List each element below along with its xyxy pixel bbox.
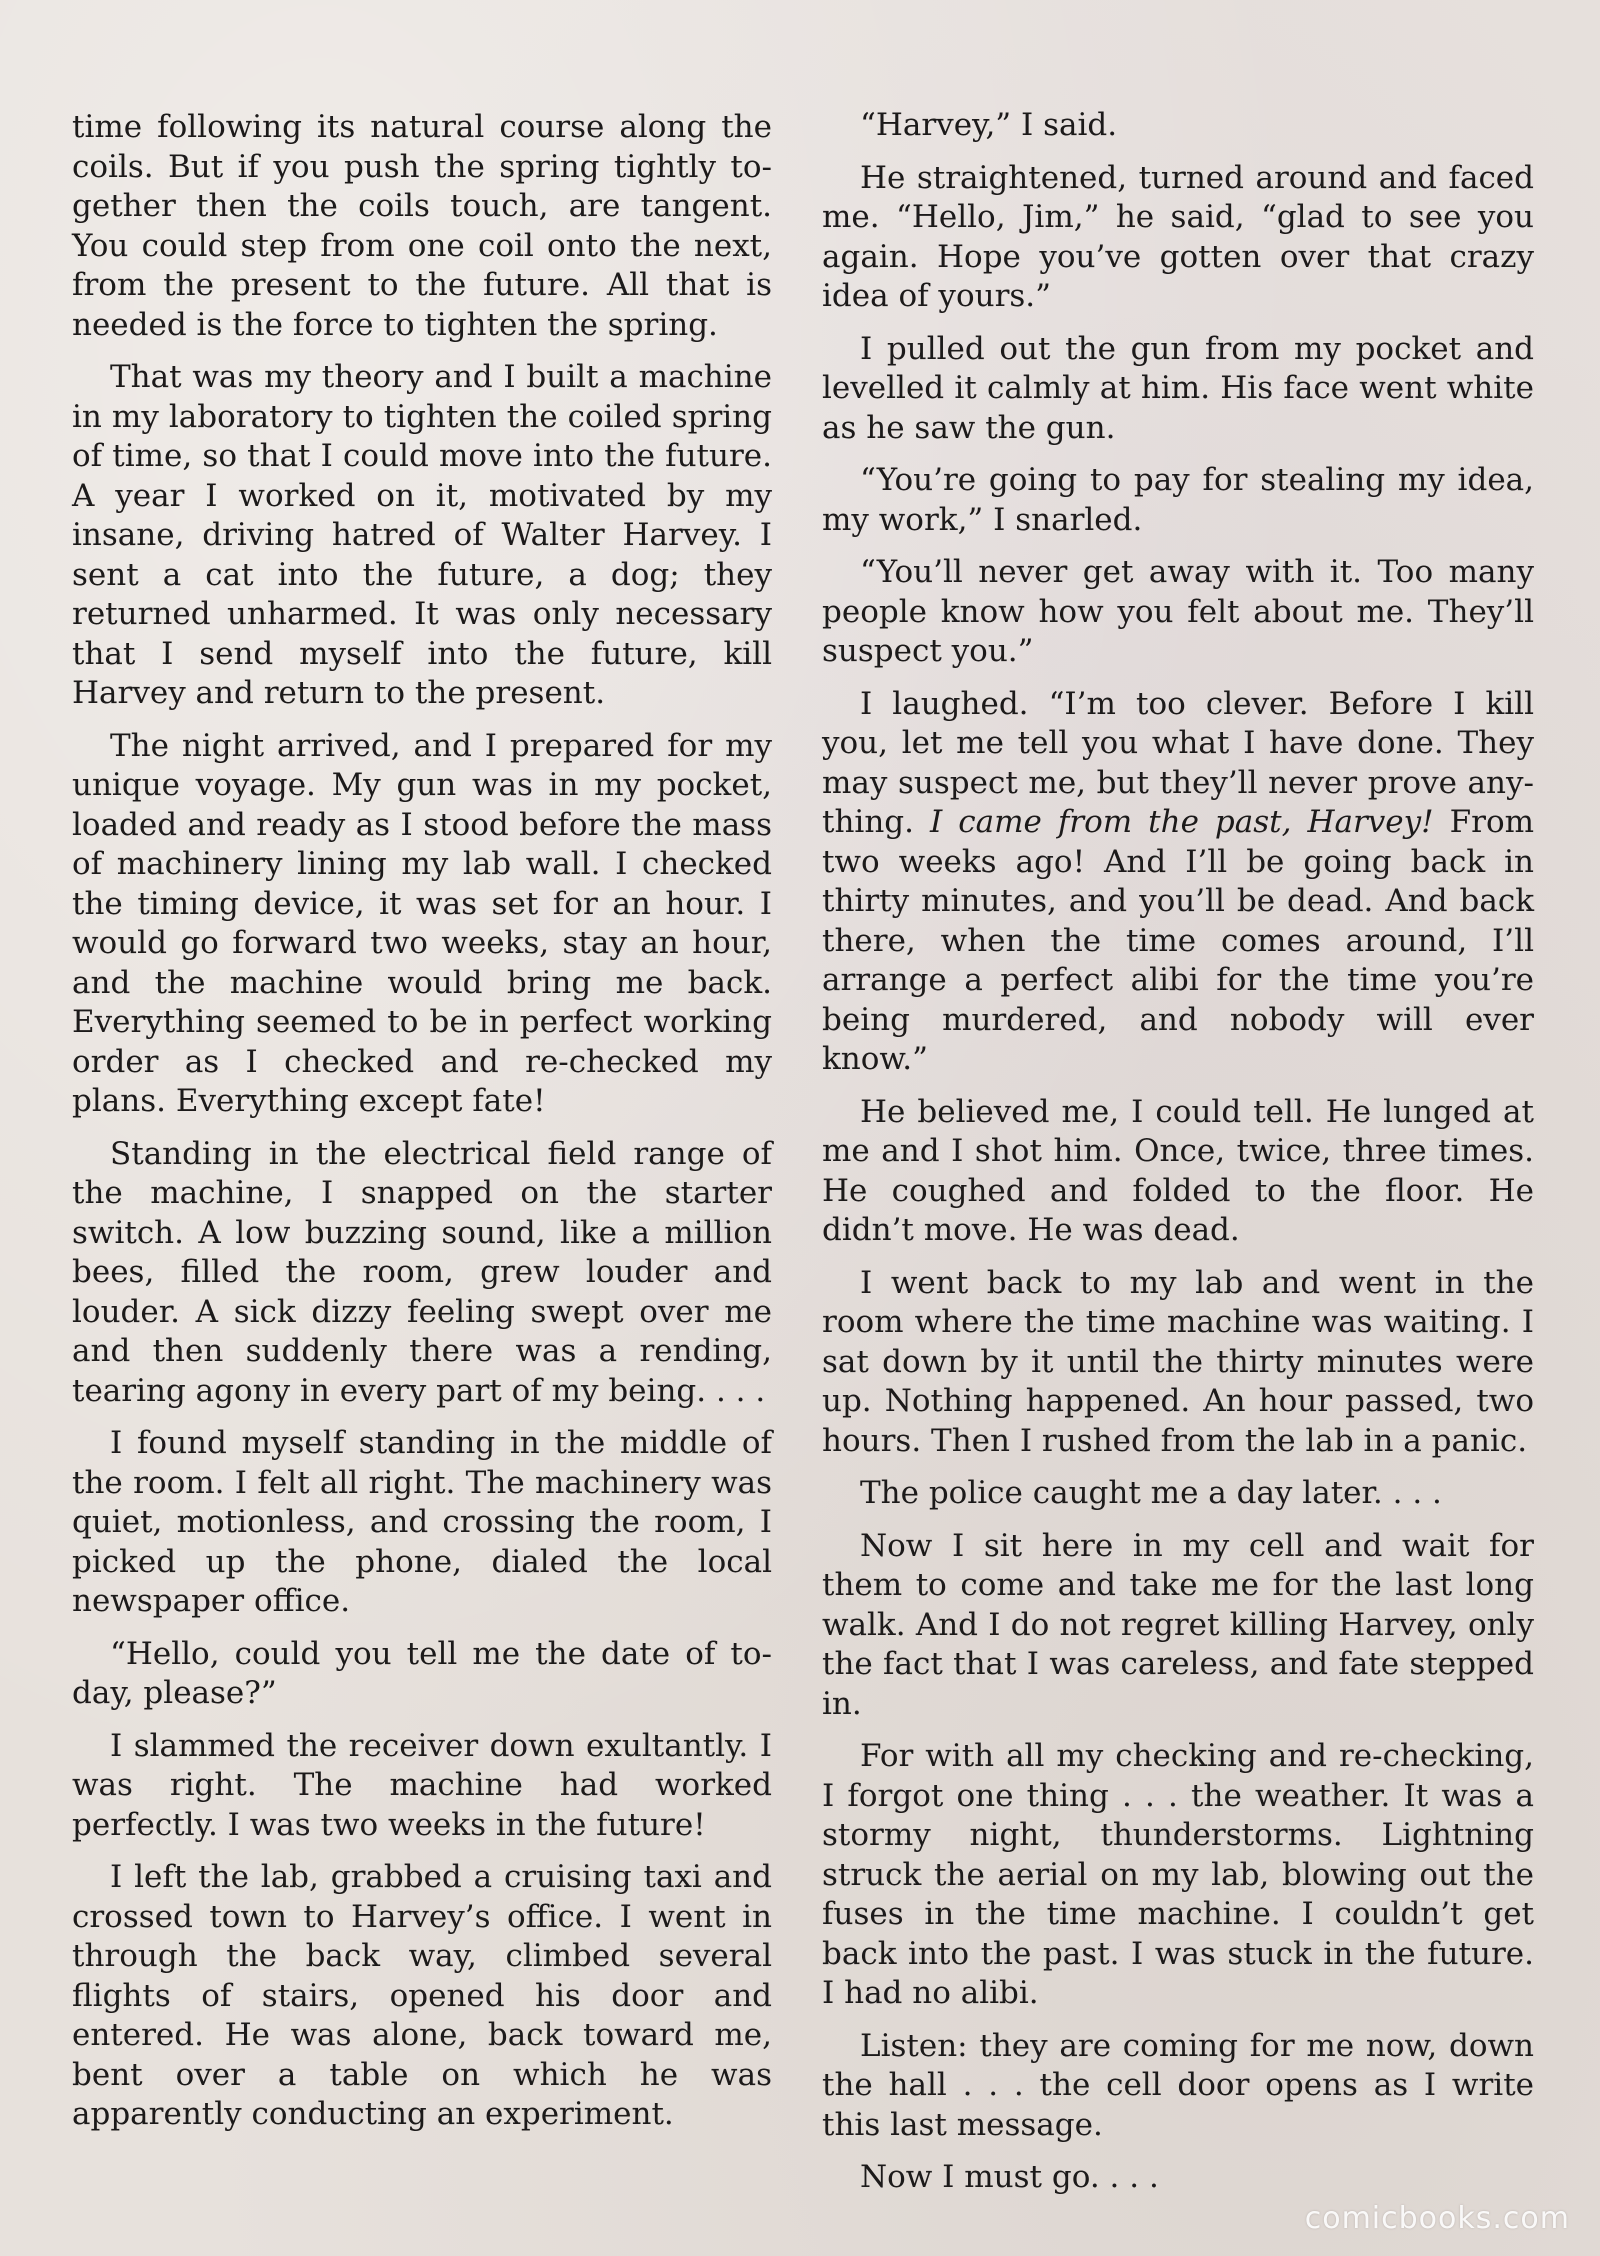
paragraph: “Hello, could you tell me the date of today, please?” (72, 1635, 772, 1711)
paragraph: Now I sit here in my cell and wait for them to come and take me for the last long walk. And I do not regret killing Harvey, only the fact that I was careless, and fate stepped in. (822, 1527, 1534, 1722)
paragraph: I went back to my lab and went in the room where the time machine was waiting. I sat down by it until the thirty minutes were up. Nothing happened. An hour passed, two hours. Then I rushed from the lab in a panic. (822, 1264, 1534, 1459)
paragraph: “Harvey,” I said. (860, 107, 1118, 143)
paragraph: I found myself standing in the middle of the room. I felt all right. The machinery was quiet, motionless, and crossing the room, I picked up the phone, dialed the local newspaper office. (72, 1425, 772, 1619)
paragraph: “You’ll never get away with it. Too many people know how you felt about me. They’ll suspect you.” (822, 554, 1534, 669)
paragraph: He believed me, I could tell. He lunged at me and I shot him. Once, twice, three times. He coughed and folded to the floor. He didn’t move. He was dead. (822, 1093, 1534, 1248)
italic-emphasis: I came from the past, Harvey! (930, 804, 1434, 840)
right-text-column (822, 106, 1534, 2211)
paragraph (822, 685, 1534, 1080)
paragraph: I left the lab, grabbed a cruising taxi and crossed town to Harvey’s office. I went in through the back way, climbed several flights of stairs, opened his door and entered. He was alone, back toward me, bent over a table on which he was apparently conducting an experiment. (72, 1859, 772, 2132)
paragraph-text: From two weeks ago! And I’ll be going back in thirty minutes, and you’ll be dead. And back there, when the time comes around, I’ll arrange a perfect alibi for the time you’re being murdered, and nobody will ever know.” (822, 804, 1535, 1077)
site-watermark: comicbooks.com (1304, 2201, 1570, 2236)
left-text-column (72, 108, 772, 2148)
paragraph: The night arrived, and I prepared for my unique voyage. My gun was in my pocket, loaded and ready as I stood before the mass of machinery lining my lab wall. I checked the timing device, it was set for an hour. I would go forward two weeks, stay an hour, and the machine would bring me back. Everything seemed to be in perfect working order as I checked and re-checked my plans. Everything except fate! (72, 727, 772, 1119)
paragraph: For with all my checking and re-checking, I forgot one thing . . . the weather. It was a stormy night, thunderstorms. Lightning struck the aerial on my lab, blowing out the fuses in the time machine. I couldn’t get back into the past. I was stuck in the future. I had no alibi. (822, 1738, 1534, 2011)
paragraph: I slammed the receiver down exultantly. I was right. The machine had worked perfectly. I was two weeks in the future! (72, 1727, 772, 1843)
paragraph-text: I laughed. “I’m too clever. Before I kill you, let me tell you what I have done. They may suspect me, but they’ll never prove anything. (822, 685, 1534, 840)
paragraph: I pulled out the gun from my pocket and levelled it calmly at him. His face went white as he saw the gun. (822, 330, 1534, 446)
paragraph: Standing in the electrical field range of the machine, I snapped on the starter switch. A low buzzing sound, like a million bees, filled the room, grew louder and louder. A sick dizzy feeling swept over me and then suddenly there was a rending, tearing agony in every part of my being. . . . (72, 1135, 772, 1409)
paragraph: He straightened, turned around and faced me. “Hello, Jim,” he said, “glad to see you again. Hope you’ve gotten over that crazy idea of yours.” (822, 159, 1534, 314)
paragraph: Now I must go. . . . (860, 2159, 1159, 2195)
paragraph: “You’re going to pay for stealing my idea, my work,” I snarled. (822, 462, 1534, 538)
paragraph: That was my theory and I built a machine in my laboratory to tighten the coiled spring of time, so that I could move into the future. A year I worked on it, motivated by my insane, driving hatred of Walter Harvey. I sent a cat into the future, a dog; they returned unharmed. It was only necessary that I send myself into the future, kill Harvey and return to the present. (72, 359, 772, 711)
paragraph: The police caught me a day later. . . . (860, 1475, 1442, 1511)
paragraph: time following its natural course along the coils. But if you push the spring tightly together then the coils touch, are tangent. You could step from one coil onto the next, from the present to the future. All that is needed is the force to tighten the spring. (72, 109, 772, 343)
paragraph: Listen: they are coming for me now, down the hall . . . the cell door opens as I write this last message. (822, 2027, 1534, 2143)
